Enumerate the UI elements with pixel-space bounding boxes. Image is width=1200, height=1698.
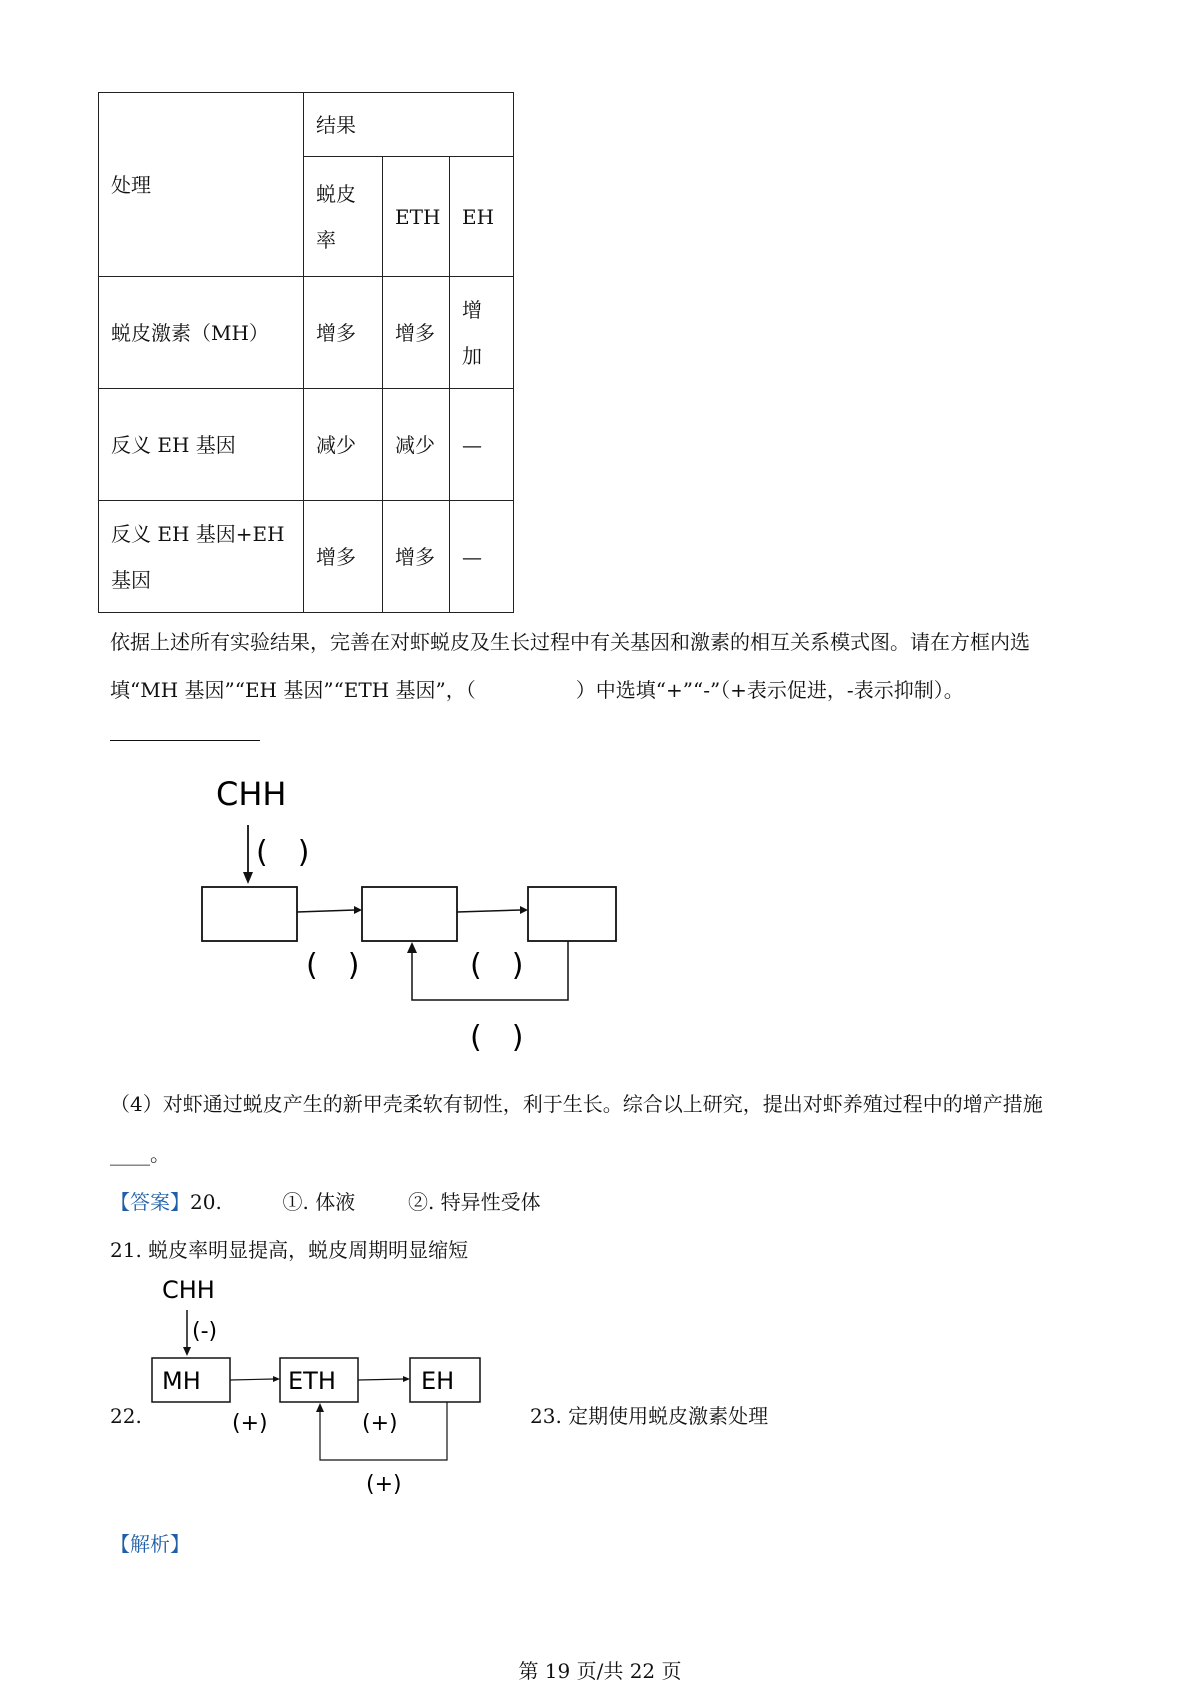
- chh-label: CHH: [216, 775, 287, 813]
- row-treatment: 反义 EH 基因: [99, 389, 304, 501]
- row-eh: —: [450, 501, 514, 613]
- row-treatment: 反义 EH 基因+EH 基因: [99, 501, 304, 613]
- row-treatment: 蜕皮激素（MH）: [99, 277, 304, 389]
- arrowhead: [403, 1376, 410, 1382]
- row-molt-rate: 增多: [304, 277, 383, 389]
- promote-label-3: (+): [366, 1472, 402, 1497]
- row-eth: 增多: [383, 501, 450, 613]
- box-eh-label: EH: [421, 1367, 455, 1395]
- q4-line-1: （4）对虾通过蜕皮产生的新甲壳柔软有韧性，利于生长。综合以上研究，提出对虾养殖过程中的增产措施: [110, 1092, 1043, 1116]
- row-eth: 减少: [383, 389, 450, 501]
- promote-label-1: (+): [232, 1411, 268, 1436]
- answer-diagram: [140, 1268, 520, 1498]
- table-row: [99, 501, 514, 613]
- arrowhead: [183, 1347, 191, 1356]
- answer-tag: 【答案】: [110, 1190, 190, 1214]
- inhibit-label: (-): [192, 1319, 218, 1344]
- arrowhead: [354, 906, 362, 914]
- arrow-2-3: [457, 910, 521, 912]
- arrow-1-2: [297, 910, 355, 912]
- answer-line-20: [110, 1178, 1010, 1226]
- col-eh: EH: [450, 157, 514, 277]
- table-row: [99, 277, 514, 389]
- blank-paren-3: ( ): [470, 948, 524, 983]
- arrow-eth-eh: [358, 1379, 404, 1380]
- q20-answer-2: ②. 特异性受体: [407, 1190, 541, 1214]
- row-eh: —: [450, 389, 514, 501]
- box-mh-label: MH: [162, 1367, 201, 1395]
- blank-paren-4: ( ): [470, 1020, 524, 1055]
- arrowhead: [520, 906, 528, 914]
- blank-box-1: [202, 887, 297, 941]
- header-treatment: 处理: [99, 93, 304, 277]
- blank-box-2: [362, 887, 457, 941]
- q20-answer-1: ①. 体液: [282, 1190, 356, 1214]
- question-line-2: 填“MH 基因”“EH 基因”“ETH 基因”，（ ）中选填“+”“-”（+表示促进，-表示抑制）。: [110, 678, 964, 702]
- arrowhead: [316, 1403, 324, 1412]
- analysis-tag: 【解析】: [110, 1532, 190, 1556]
- chh-label: CHH: [162, 1276, 215, 1304]
- arrowhead: [273, 1376, 280, 1382]
- q20-number: 20.: [190, 1190, 222, 1214]
- result-table: [98, 92, 514, 613]
- col-eth: ETH: [383, 157, 450, 277]
- answer-line-23: 23. 定期使用蜕皮激素处理: [530, 1404, 769, 1428]
- arrow-mh-eth: [230, 1379, 274, 1380]
- col-molt-rate: 蜕皮率: [304, 157, 383, 277]
- answer-blank-line: [110, 740, 260, 741]
- header-result: 结果: [304, 93, 514, 157]
- row-eth: 增多: [383, 277, 450, 389]
- blank-diagram: [190, 765, 640, 1055]
- blank-paren-1: ( ): [256, 835, 310, 870]
- blank-box-3: [528, 887, 616, 941]
- question-line-1: 依据上述所有实验结果，完善在对虾蜕皮及生长过程中有关基因和激素的相互关系模式图。请在方框内选: [110, 630, 1030, 654]
- page-footer: 第 19 页/共 22 页: [518, 1659, 682, 1683]
- row-molt-rate: 减少: [304, 389, 383, 501]
- blank-paren-2: ( ): [306, 948, 360, 983]
- arrowhead: [407, 942, 417, 953]
- row-eh: 增加: [450, 277, 514, 389]
- promote-label-2: (+): [362, 1411, 398, 1436]
- q22-number: 22.: [110, 1404, 142, 1428]
- box-eth-label: ETH: [288, 1367, 336, 1395]
- answer-line-21: 21. 蜕皮率明显提高，蜕皮周期明显缩短: [110, 1238, 469, 1262]
- row-molt-rate: 增多: [304, 501, 383, 613]
- table-row: [99, 389, 514, 501]
- arrowhead: [243, 872, 253, 884]
- q4-line-2: ____。: [110, 1142, 170, 1166]
